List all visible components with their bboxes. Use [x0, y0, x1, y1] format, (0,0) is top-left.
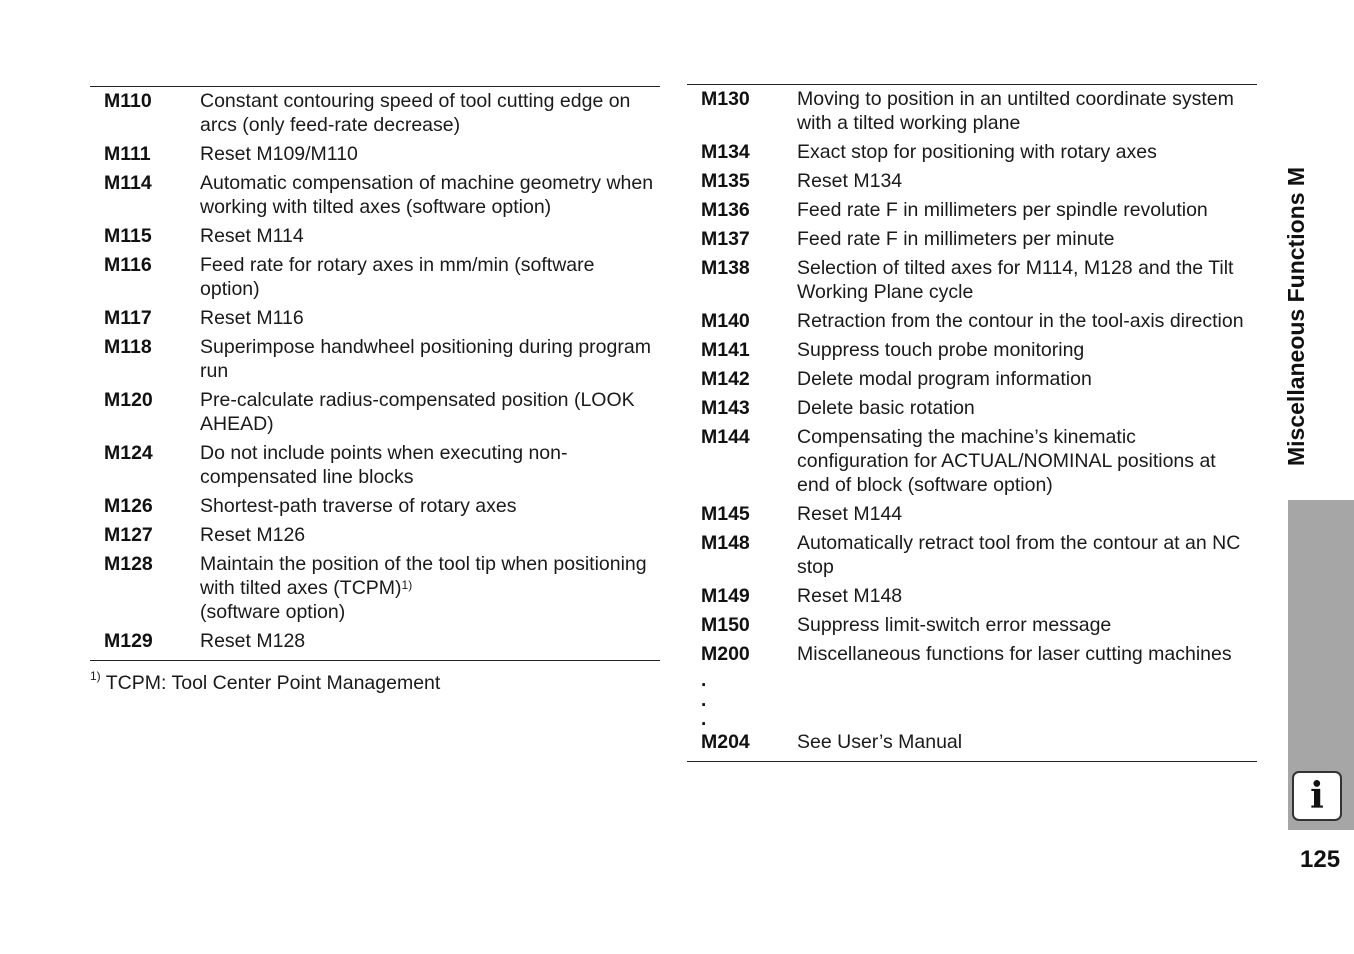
footnote [90, 669, 441, 695]
m-description: Selection of tilted axes for M114, M128 and the Tilt Working Plane cycle [797, 257, 1234, 303]
table-row [687, 338, 1257, 362]
m-description-text: Maintain the position of the tool tip when positioning with tilted axes (TCPM) [200, 553, 647, 599]
m-code: M141 [701, 339, 750, 361]
table-row [687, 367, 1257, 391]
m-code: M149 [701, 585, 750, 607]
m-description: Reset M116 [200, 307, 304, 329]
m-code: M140 [701, 310, 750, 332]
page-number: 125 [1300, 846, 1341, 873]
right-function-table [687, 84, 1257, 762]
m-description: Miscellaneous functions for laser cutting machines [797, 643, 1232, 665]
m-code: M138 [701, 257, 750, 279]
m-description: Exact stop for positioning with rotary axes [797, 141, 1157, 163]
m-description: Superimpose handwheel positioning during program run [200, 336, 651, 382]
m-description: Reset M128 [200, 630, 306, 652]
table-row [687, 584, 1257, 608]
table-row [90, 388, 660, 436]
table-row [687, 309, 1257, 333]
m-code: M135 [701, 170, 750, 192]
m-code: M124 [104, 442, 153, 464]
m-description: Compensating the machine’s kinematic configuration for ACTUAL/NOMINAL positions at end of block (software option) [797, 426, 1216, 496]
m-description: Reset M126 [200, 524, 306, 546]
table-row [90, 142, 660, 166]
ellipsis [687, 671, 1257, 730]
m-code: M116 [104, 254, 152, 276]
table-bottom-rule [90, 660, 660, 661]
m-description: Suppress limit-switch error message [797, 614, 1112, 636]
ellipsis-dot: . [701, 689, 707, 711]
table-row [90, 335, 660, 383]
m-description: Automatically retract tool from the contour at an NC stop [797, 532, 1241, 578]
m-description: Moving to position in an untilted coordinate system with a tilted working plane [797, 88, 1234, 134]
table-row [90, 494, 660, 518]
m-description: Pre-calculate radius-compensated position (LOOK AHEAD) [200, 389, 635, 435]
table-row [687, 425, 1257, 497]
m-code: M204 [701, 730, 750, 753]
m-code: M118 [104, 336, 152, 358]
m-code: M130 [701, 88, 750, 110]
m-code: M128 [104, 553, 153, 575]
table-row [687, 140, 1257, 164]
left-function-table [90, 86, 660, 661]
table-row [90, 629, 660, 653]
m-description: Feed rate for rotary axes in mm/min (software option) [200, 254, 595, 300]
m-code: M114 [104, 172, 152, 194]
m-code: M144 [701, 426, 750, 448]
m-code: M200 [701, 643, 750, 665]
m-code: M115 [104, 225, 152, 247]
table-row [90, 552, 660, 624]
table-row [687, 169, 1257, 193]
m-description: Automatic compensation of machine geometry when working with tilted axes (software option) [200, 172, 654, 218]
m-code: M111 [104, 143, 151, 165]
table-row [687, 730, 1257, 754]
m-description-note: (software option) [200, 601, 346, 623]
m-code: M143 [701, 397, 750, 419]
m-description: Reset M144 [797, 503, 903, 525]
m-description: Shortest-path traverse of rotary axes [200, 495, 517, 517]
m-description: Do not include points when executing non-compensated line blocks [200, 442, 568, 488]
table-row [687, 531, 1257, 579]
m-description: Retraction from the contour in the tool-axis direction [797, 310, 1244, 332]
m-description: Reset M114 [200, 225, 304, 247]
ellipsis-dot: . [701, 709, 707, 730]
m-description: See User’s Manual [797, 730, 963, 753]
m-description: Suppress touch probe monitoring [797, 339, 1085, 361]
footnote-reference: 1) [401, 578, 413, 592]
m-code: M129 [104, 630, 153, 652]
m-code: M145 [701, 503, 750, 525]
m-description: Delete modal program information [797, 368, 1092, 390]
m-description: Reset M109/M110 [200, 143, 358, 165]
table-row [90, 224, 660, 248]
m-description: Constant contouring speed of tool cutting edge on arcs (only feed-rate decrease) [200, 90, 631, 136]
table-row [90, 253, 660, 301]
m-description: Feed rate F in millimeters per spindle revolution [797, 199, 1208, 221]
table-row [687, 613, 1257, 637]
m-code: M150 [701, 614, 750, 636]
m-code: M126 [104, 495, 153, 517]
table-row [687, 198, 1257, 222]
table-row [90, 306, 660, 330]
chapter-title: Miscellaneous Functions M [1283, 166, 1309, 466]
table-row [687, 396, 1257, 420]
m-code: M117 [104, 307, 152, 329]
table-bottom-rule [687, 761, 1257, 762]
table-row [687, 227, 1257, 251]
table-row [90, 523, 660, 547]
m-code: M136 [701, 199, 750, 221]
m-code: M120 [104, 389, 153, 411]
m-code: M148 [701, 532, 750, 554]
table-row [687, 642, 1257, 666]
table-row [687, 256, 1257, 304]
footnote-marker: 1) [90, 669, 101, 683]
m-code: M142 [701, 368, 750, 390]
m-description: Delete basic rotation [797, 397, 975, 419]
m-code: M110 [104, 90, 152, 112]
m-description: Reset M148 [797, 585, 903, 607]
info-icon: i [1292, 771, 1342, 821]
m-description [200, 552, 660, 624]
ellipsis-dot: . [701, 670, 707, 691]
table-row [687, 87, 1257, 135]
m-code: M127 [104, 524, 153, 546]
m-code: M134 [701, 141, 750, 163]
table-row [687, 502, 1257, 526]
footnote-text: TCPM: Tool Center Point Management [105, 672, 441, 694]
m-description: Reset M134 [797, 170, 903, 192]
table-row [90, 171, 660, 219]
m-description: Feed rate F in millimeters per minute [797, 228, 1115, 250]
m-code: M137 [701, 228, 750, 250]
table-row [90, 441, 660, 489]
table-row [90, 89, 660, 137]
